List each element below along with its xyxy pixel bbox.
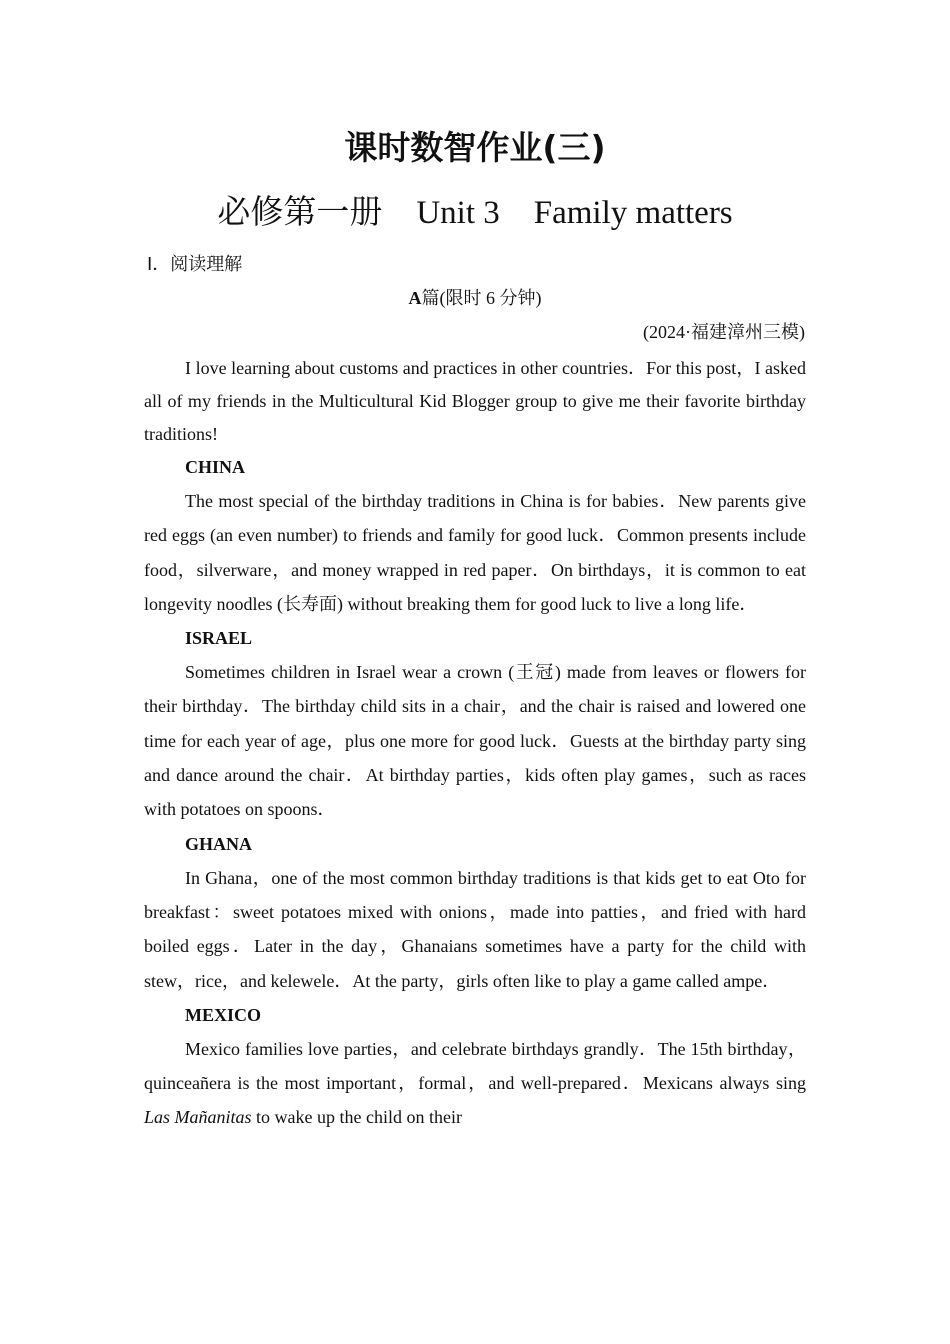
mexico-text-start: Mexico families love parties，and celebrate birthdays grandly．The 15th birthday，quinceañera is the most important，formal，and well-prepared．Mexicans always sing bbox=[144, 1038, 806, 1094]
mexico-text-end: to wake up the child on their bbox=[251, 1107, 462, 1128]
page-title: 课时数智作业(三) bbox=[344, 128, 606, 167]
heading-china: CHINA bbox=[185, 457, 246, 477]
paragraph-china: The most special of the birthday traditions in China is for babies．New parents give red eggs (an even number) to friends and family for good luck．Common presents include food，silverware，and money wrapped in red paper．On birthdays，it is common to eat longevity noodles (长寿面) without breaking them for good luck to live a long life． bbox=[144, 491, 806, 614]
subtitle-book: 必修第一册 bbox=[217, 192, 383, 231]
heading-mexico: MEXICO bbox=[185, 1004, 261, 1025]
exam-source: (2024·福建漳州三模) bbox=[643, 322, 805, 342]
heading-israel: ISRAEL bbox=[185, 628, 253, 649]
intro-paragraph: I love learning about customs and practices in other countries．For this post，I asked all of my friends in the Multicultural Kid Blogger group to give me their favorite birthday traditions! bbox=[144, 358, 806, 444]
subtitle-topic: Family matters bbox=[533, 195, 733, 231]
paragraph-ghana: In Ghana，one of the most common birthday traditions is that kids get to eat Oto for breakfast：sweet potatoes mixed with onions，made into patties，and fried with hard boiled eggs．Later in the day，Ghanaians sometimes have a party for the child with stew，rice，and kelewele．At the party，girls often like to play a game called ampe． bbox=[144, 867, 806, 991]
section-heading: Ⅰ．阅读理解 bbox=[147, 254, 243, 275]
part-time-limit: 篇(限时 6 分钟) bbox=[421, 288, 542, 308]
paragraph-mexico bbox=[144, 1032, 806, 1135]
part-heading bbox=[0, 285, 950, 311]
song-title: Las Mañanitas bbox=[144, 1107, 252, 1128]
reading-passage bbox=[144, 352, 806, 1135]
paragraph-israel: Sometimes children in Israel wear a crown (王冠) made from leaves or flowers for their birthday．The birthday child sits in a chair，and the chair is raised and lowered one time for each year of age，plus one more for good luck．Guests at the birthday party sing and dance around the chair．At birthday parties，kids often play games，such as races with potatoes on spoons． bbox=[144, 662, 806, 820]
part-label: A bbox=[408, 288, 422, 308]
page-subtitle bbox=[0, 190, 950, 235]
subtitle-unit: Unit 3 bbox=[416, 195, 500, 231]
heading-ghana: GHANA bbox=[185, 833, 252, 854]
